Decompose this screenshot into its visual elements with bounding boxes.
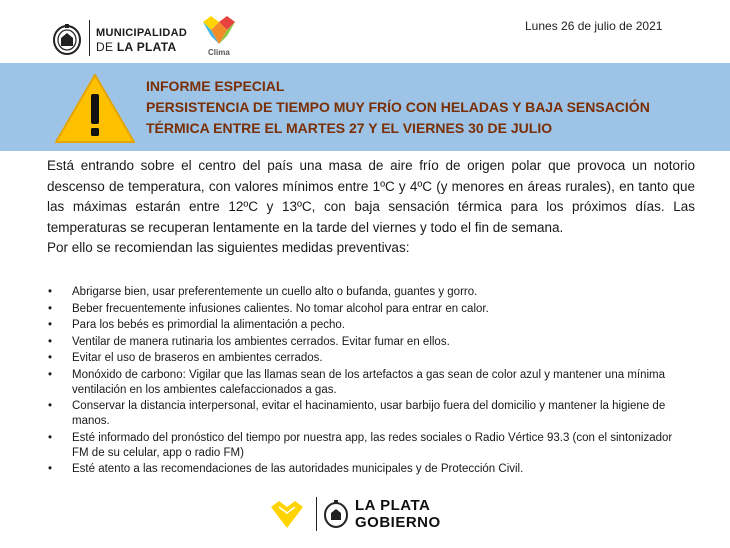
clima-label: Clima xyxy=(208,48,230,57)
list-item-text: Conservar la distancia interpersonal, evitar el hacinamiento, usar barbijo fuera del domicilio y mantener la higiene de manos. xyxy=(72,400,666,427)
list-item xyxy=(44,399,684,429)
bullet-icon: • xyxy=(48,400,53,412)
preventive-measures-list xyxy=(44,285,684,479)
list-item xyxy=(44,318,684,333)
footer-line2: GOBIERNO xyxy=(355,514,441,531)
bullet-icon: • xyxy=(48,286,53,298)
la-plata-heart-logo-icon xyxy=(270,501,304,529)
city-seal-icon xyxy=(52,22,82,56)
bullet-icon: • xyxy=(48,319,53,331)
list-item xyxy=(44,431,684,461)
list-item xyxy=(44,351,684,366)
intro-section xyxy=(47,156,695,259)
banner-line3: TÉRMICA ENTRE EL MARTES 27 Y EL VIERNES 30 DE JULIO xyxy=(146,120,553,136)
bullet-icon: • xyxy=(48,302,53,315)
intro-lead: Por ello se recomiendan las siguientes medidas preventivas: xyxy=(47,240,410,255)
list-item xyxy=(44,462,684,477)
clima-heart-logo-icon xyxy=(201,14,237,46)
list-item-text: Abrigarse bien, usar preferentemente un cuello alto o bufanda, guantes y gorro. xyxy=(72,286,478,298)
la-plata-gobierno-logo xyxy=(355,497,441,531)
list-item-text: Para los bebés es primordial la alimentación a pecho. xyxy=(72,319,345,331)
bullet-icon: • xyxy=(48,368,53,381)
footer-divider xyxy=(316,497,317,531)
list-item-text: Beber frecuentemente infusiones calientes. No tomar alcohol para entrar en calor. xyxy=(72,302,489,315)
municipality-logo-text xyxy=(96,26,187,54)
list-item-text: Ventilar de manera rutinaria los ambientes cerrados. Evitar fumar en ellos. xyxy=(72,335,450,348)
footer-seal-icon xyxy=(323,499,349,529)
banner-line1: INFORME ESPECIAL xyxy=(146,78,285,94)
list-item-text: Monóxido de carbono: Vigilar que las llamas sean de los artefactos a gas sean de color azul y mantener una mínima ventilación en los ambientes calefaccionados a gas. xyxy=(72,368,666,396)
intro-paragraph: Está entrando sobre el centro del país una masa de aire frío de origen polar que provoca un notorio descenso de temperatura, con valores mínimos entre 1ºC y 4ºC (y menores en áreas rurales), en tanto que las máximas estarán entre 12ºC y 13ºC, con baja sensación térmica para los próximos días. Las temperaturas se recuperan lentamente en la tarde del viernes y todo el fin de semana. xyxy=(47,158,695,235)
warning-triangle-icon xyxy=(53,72,137,146)
municipality-line1: MUNICIPALIDAD xyxy=(96,27,188,39)
footer-line1: LA PLATA xyxy=(355,497,431,514)
list-item xyxy=(44,335,684,350)
header-divider xyxy=(89,20,90,56)
report-date: Lunes 26 de julio de 2021 xyxy=(525,19,663,33)
list-item-text: Esté informado del pronóstico del tiempo por nuestra app, las redes sociales o Radio Vértice 93.3 (con el sintonizador FM de su celular, app o radio FM) xyxy=(72,431,673,459)
bullet-icon: • xyxy=(48,463,53,475)
municipality-line2: DE LA PLATA xyxy=(96,40,177,54)
banner-title xyxy=(146,76,650,139)
list-item xyxy=(44,368,684,398)
list-item xyxy=(44,285,684,300)
bullet-icon: • xyxy=(48,431,53,444)
list-item-text: Esté atento a las recomendaciones de las autoridades municipales y de Protección Civil. xyxy=(72,463,524,475)
list-item xyxy=(44,302,684,317)
banner-line2: PERSISTENCIA DE TIEMPO MUY FRÍO CON HELADAS Y BAJA SENSACIÓN xyxy=(146,99,650,115)
header xyxy=(0,0,730,62)
list-item-text: Evitar el uso de braseros en ambientes cerrados. xyxy=(72,352,323,364)
bullet-icon: • xyxy=(48,335,53,348)
bullet-icon: • xyxy=(48,352,53,364)
